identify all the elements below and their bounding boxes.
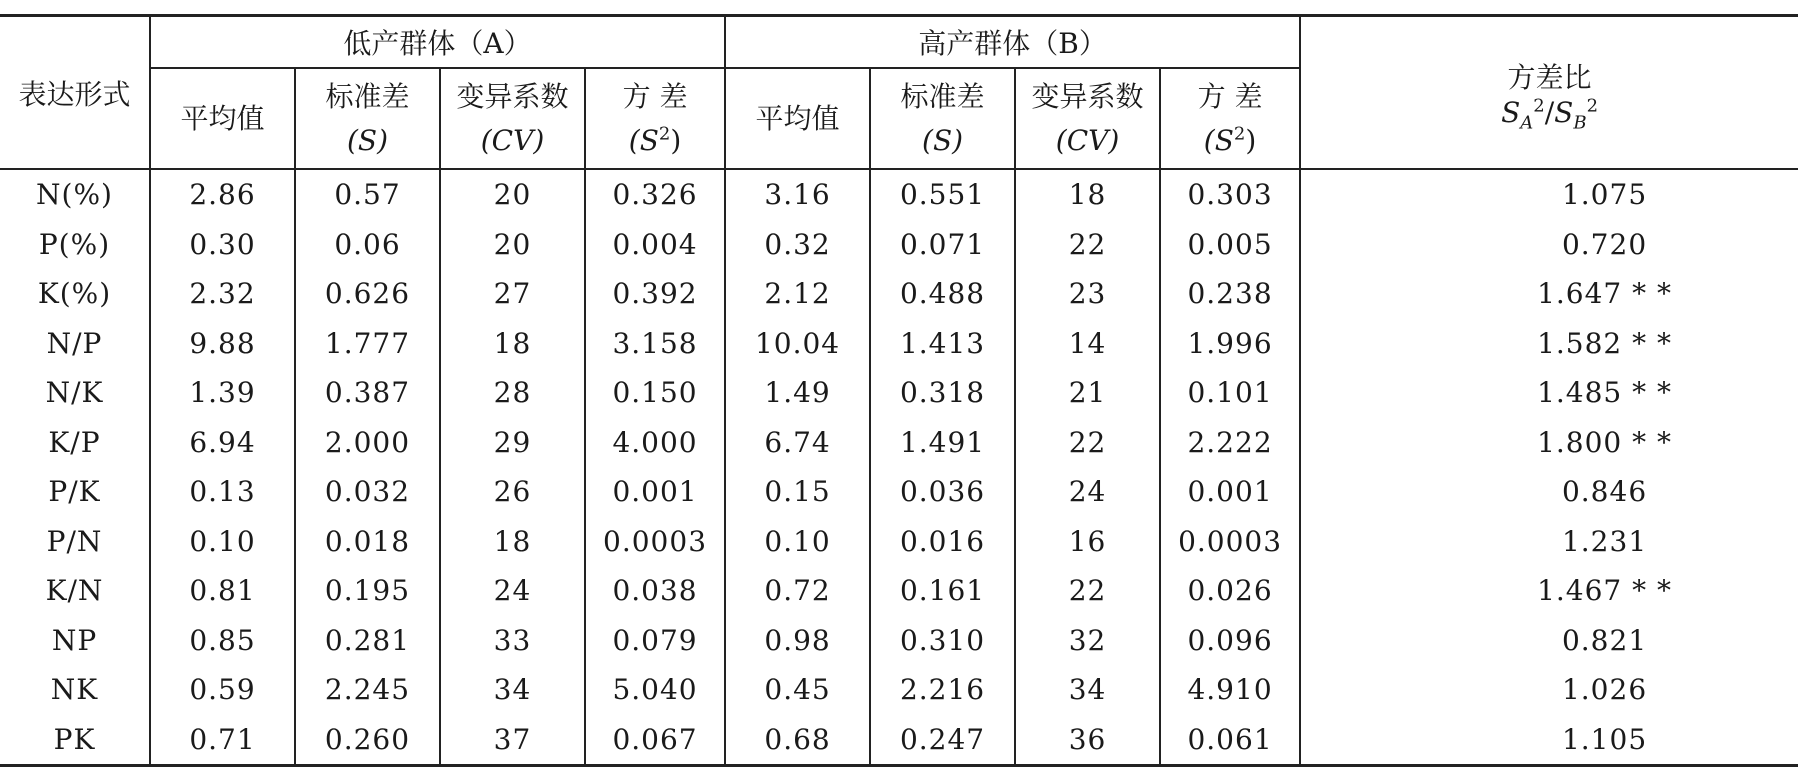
table-row xyxy=(0,368,1798,418)
cell-sd-a: 0.195 xyxy=(295,566,440,616)
cell-var-b: 0.026 xyxy=(1160,566,1300,616)
cell-cv-a: 33 xyxy=(440,616,585,666)
col-sd-b: 标准差 (S) xyxy=(870,68,1015,169)
cell-cv-b: 22 xyxy=(1015,566,1160,616)
cell-cv-a: 26 xyxy=(440,467,585,517)
cell-sd-b: 0.016 xyxy=(870,517,1015,567)
cell-sd-b: 0.551 xyxy=(870,169,1015,220)
table-row xyxy=(0,665,1798,715)
cell-mean-b: 0.72 xyxy=(725,566,870,616)
col-var-a: 方 差 $(S^2)$ xyxy=(585,68,725,169)
cell-sd-a: 0.032 xyxy=(295,467,440,517)
cell-mean-b: 0.45 xyxy=(725,665,870,715)
cell-var-a: 0.150 xyxy=(585,368,725,418)
cell-cv-a: 20 xyxy=(440,169,585,220)
cell-mean-a: 0.30 xyxy=(150,220,295,270)
ratio-formula: $S_A^2/S_B^2$ xyxy=(1501,95,1599,134)
cell-var-a: 0.326 xyxy=(585,169,725,220)
cell-var-b: 1.996 xyxy=(1160,319,1300,369)
cell-var-a: 0.079 xyxy=(585,616,725,666)
cell-var-a: 0.0003 xyxy=(585,517,725,567)
col-var-b: 方 差 $(S^2)$ xyxy=(1160,68,1300,169)
cell-mean-b: 6.74 xyxy=(725,418,870,468)
cell-var-a: 3.158 xyxy=(585,319,725,369)
cell-var-a: 0.004 xyxy=(585,220,725,270)
cell-mean-b: 3.16 xyxy=(725,169,870,220)
cell-ratio: 0.720 xyxy=(1300,220,1798,270)
cell-sd-b: 2.216 xyxy=(870,665,1015,715)
cell-var-b: 0.096 xyxy=(1160,616,1300,666)
cell-sd-b: 0.071 xyxy=(870,220,1015,270)
cell-sd-a: 0.57 xyxy=(295,169,440,220)
cell-cv-b: 23 xyxy=(1015,269,1160,319)
cell-cv-b: 16 xyxy=(1015,517,1160,567)
cell-cv-b: 24 xyxy=(1015,467,1160,517)
cell-cv-b: 36 xyxy=(1015,715,1160,766)
table-row xyxy=(0,715,1798,766)
cell-ratio: 1.647 * * xyxy=(1300,269,1798,319)
ratio-header xyxy=(1300,16,1798,170)
cell-mean-a: 2.32 xyxy=(150,269,295,319)
table-row xyxy=(0,169,1798,220)
col-cv-a: 变异系数 (CV) xyxy=(440,68,585,169)
cell-cv-b: 22 xyxy=(1015,220,1160,270)
cell-ratio: 1.231 xyxy=(1300,517,1798,567)
cell-mean-a: 0.59 xyxy=(150,665,295,715)
cell-var-b: 0.001 xyxy=(1160,467,1300,517)
cell-sd-b: 0.488 xyxy=(870,269,1015,319)
col-cv-b: 变异系数 (CV) xyxy=(1015,68,1160,169)
cell-cv-a: 20 xyxy=(440,220,585,270)
table-row xyxy=(0,616,1798,666)
cell-cv-b: 34 xyxy=(1015,665,1160,715)
cell-sd-a: 0.281 xyxy=(295,616,440,666)
cell-mean-a: 0.13 xyxy=(150,467,295,517)
cell-sd-b: 0.036 xyxy=(870,467,1015,517)
cell-var-a: 5.040 xyxy=(585,665,725,715)
cell-sd-a: 0.387 xyxy=(295,368,440,418)
cell-mean-a: 6.94 xyxy=(150,418,295,468)
cell-sd-b: 0.161 xyxy=(870,566,1015,616)
group-b-header: 高产群体（B） xyxy=(725,16,1300,69)
cell-cv-b: 14 xyxy=(1015,319,1160,369)
col-mean-b: 平均值 xyxy=(725,68,870,169)
table-row xyxy=(0,319,1798,369)
cell-ratio: 0.846 xyxy=(1300,467,1798,517)
table-row xyxy=(0,467,1798,517)
cell-cv-a: 24 xyxy=(440,566,585,616)
cell-mean-b: 10.04 xyxy=(725,319,870,369)
cell-mean-b: 0.68 xyxy=(725,715,870,766)
cell-sd-b: 0.310 xyxy=(870,616,1015,666)
row-label: K(%) xyxy=(37,277,112,311)
cell-var-a: 0.067 xyxy=(585,715,725,766)
cell-sd-a: 0.260 xyxy=(295,715,440,766)
cell-ratio: 1.105 xyxy=(1300,715,1798,766)
cell-cv-b: 18 xyxy=(1015,169,1160,220)
cell-sd-a: 0.06 xyxy=(295,220,440,270)
cell-ratio: 1.075 xyxy=(1300,169,1798,220)
cell-var-b: 0.101 xyxy=(1160,368,1300,418)
cell-mean-b: 0.15 xyxy=(725,467,870,517)
cell-sd-a: 0.626 xyxy=(295,269,440,319)
cell-var-a: 0.392 xyxy=(585,269,725,319)
data-table xyxy=(0,14,1798,767)
cell-mean-a: 2.86 xyxy=(150,169,295,220)
row-label: K/N xyxy=(45,574,104,608)
row-label: N/K xyxy=(45,376,104,410)
cell-sd-b: 1.413 xyxy=(870,319,1015,369)
cell-ratio: 0.821 xyxy=(1300,616,1798,666)
cell-cv-a: 18 xyxy=(440,319,585,369)
cell-mean-a: 1.39 xyxy=(150,368,295,418)
cell-sd-a: 0.018 xyxy=(295,517,440,567)
cell-sd-a: 1.777 xyxy=(295,319,440,369)
cell-sd-b: 0.318 xyxy=(870,368,1015,418)
cell-mean-b: 1.49 xyxy=(725,368,870,418)
cell-mean-b: 0.32 xyxy=(725,220,870,270)
cell-mean-a: 9.88 xyxy=(150,319,295,369)
table-header xyxy=(0,16,1798,170)
table-row xyxy=(0,517,1798,567)
row-label: P/N xyxy=(46,524,103,558)
cell-mean-a: 0.71 xyxy=(150,715,295,766)
cell-cv-a: 29 xyxy=(440,418,585,468)
cell-var-b: 0.0003 xyxy=(1160,517,1300,567)
table-row xyxy=(0,269,1798,319)
row-label: NP xyxy=(51,623,98,657)
cell-var-b: 4.910 xyxy=(1160,665,1300,715)
cell-ratio: 1.582 * * xyxy=(1300,319,1798,369)
cell-cv-a: 37 xyxy=(440,715,585,766)
cell-sd-a: 2.000 xyxy=(295,418,440,468)
row-label: N/P xyxy=(46,326,103,360)
cell-var-a: 4.000 xyxy=(585,418,725,468)
row-label: N(%) xyxy=(36,178,113,212)
ratio-title: 方差比 xyxy=(1507,61,1592,94)
cell-ratio: 1.467 * * xyxy=(1300,566,1798,616)
row-label: P(%) xyxy=(38,227,111,261)
cell-var-b: 2.222 xyxy=(1160,418,1300,468)
cell-ratio: 1.485 * * xyxy=(1300,368,1798,418)
table-row xyxy=(0,220,1798,270)
cell-var-b: 0.005 xyxy=(1160,220,1300,270)
cell-mean-b: 0.10 xyxy=(725,517,870,567)
cell-cv-b: 22 xyxy=(1015,418,1160,468)
group-a-header: 低产群体（A） xyxy=(150,16,725,69)
cell-var-a: 0.001 xyxy=(585,467,725,517)
row-label-header: 表达形式 xyxy=(0,16,150,170)
cell-cv-a: 28 xyxy=(440,368,585,418)
cell-ratio: 1.800 * * xyxy=(1300,418,1798,468)
cell-cv-a: 27 xyxy=(440,269,585,319)
cell-cv-a: 18 xyxy=(440,517,585,567)
cell-mean-a: 0.81 xyxy=(150,566,295,616)
col-mean-a: 平均值 xyxy=(150,68,295,169)
row-label: PK xyxy=(0,715,150,766)
cell-cv-b: 21 xyxy=(1015,368,1160,418)
cell-mean-b: 2.12 xyxy=(725,269,870,319)
cell-cv-b: 32 xyxy=(1015,616,1160,666)
table-row xyxy=(0,418,1798,468)
row-label: P/K xyxy=(48,475,101,509)
col-sd-a: 标准差 (S) xyxy=(295,68,440,169)
cell-mean-a: 0.85 xyxy=(150,616,295,666)
cell-cv-a: 34 xyxy=(440,665,585,715)
row-label: K/P xyxy=(48,425,101,459)
cell-sd-a: 2.245 xyxy=(295,665,440,715)
cell-sd-b: 1.491 xyxy=(870,418,1015,468)
cell-var-b: 0.238 xyxy=(1160,269,1300,319)
cell-var-b: 0.061 xyxy=(1160,715,1300,766)
cell-var-b: 0.303 xyxy=(1160,169,1300,220)
cell-mean-a: 0.10 xyxy=(150,517,295,567)
row-label: NK xyxy=(50,673,99,707)
cell-mean-b: 0.98 xyxy=(725,616,870,666)
cell-ratio: 1.026 xyxy=(1300,665,1798,715)
table-body xyxy=(0,169,1798,766)
table-row xyxy=(0,566,1798,616)
cell-var-a: 0.038 xyxy=(585,566,725,616)
cell-sd-b: 0.247 xyxy=(870,715,1015,766)
